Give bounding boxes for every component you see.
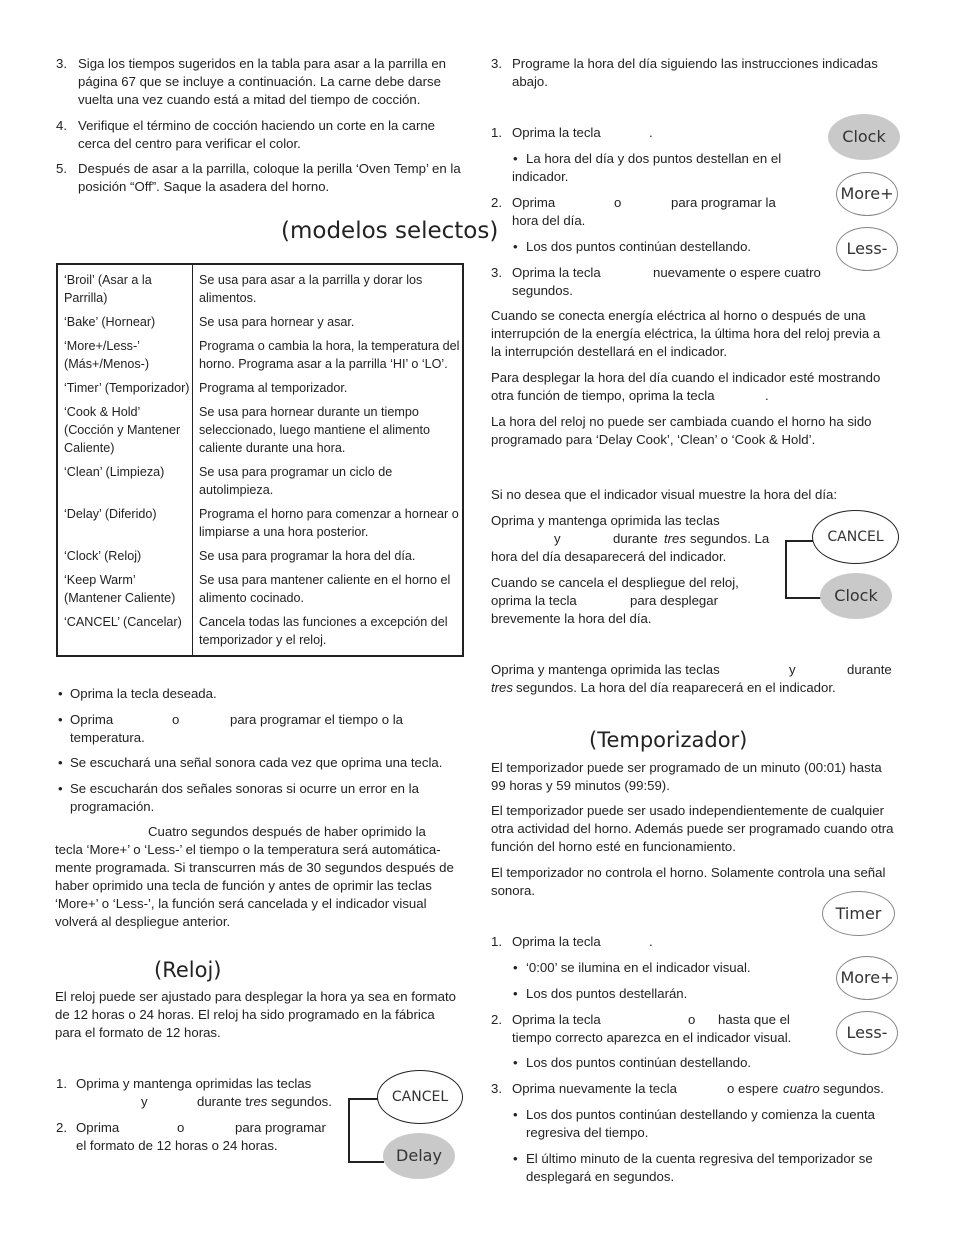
connector-line <box>785 540 787 598</box>
step-text: o espere <box>727 1081 779 1096</box>
table-key: ‘Keep Warm’ (Mantener Caliente) <box>57 571 193 613</box>
step-3-text: Siga los tiempos sugeridos en la tabla para asar a la parrilla en página 67 que se incluye a continuación. La carne debe darse vuelta una vez cuando está a mitad del tiempo de cocción. <box>78 56 446 107</box>
paragraph: Cuando se cancela el despliegue del reloj, <box>491 575 739 590</box>
step-text: el formato de 12 horas o 24 horas. <box>76 1138 278 1153</box>
reloj-title: (Reloj) <box>154 958 222 982</box>
step-text: tiempo correcto aparezca en el indicador visual. <box>512 1030 792 1045</box>
clock-button[interactable]: Clock <box>828 114 900 160</box>
table-desc: Programa el horno para comenzar a hornear o limpiarse a una hora posterior. <box>199 507 459 539</box>
temporizador-title: (Temporizador) <box>589 728 748 752</box>
table-key: ‘Delay’ (Diferido) <box>57 505 193 547</box>
step-text: o <box>688 1012 696 1027</box>
paragraph: para desplegar <box>630 593 718 608</box>
paragraph: Oprima y mantenga oprimida las teclas <box>491 662 720 677</box>
cancel-button[interactable]: CANCEL <box>812 510 899 564</box>
step-text: segundos. <box>823 1081 884 1096</box>
bullet: • <box>58 712 63 727</box>
table-row <box>57 337 463 379</box>
table-row <box>57 313 463 337</box>
step-text: hasta que el <box>718 1012 790 1027</box>
timer-button[interactable]: Timer <box>822 891 895 936</box>
more-button[interactable]: More+ <box>836 956 898 1000</box>
bullet-text: Se escucharán dos señales sonoras si ocurre un error en la programación. <box>70 781 419 814</box>
bullet-text: Oprima <box>70 712 114 727</box>
step-text: cuatro <box>783 1081 820 1096</box>
step-number: 4. <box>56 118 67 133</box>
step-number: 2. <box>56 1120 67 1135</box>
table-key: ‘More+/Less-’ (Más+/Menos-) <box>57 337 193 379</box>
paragraph: oprima la tecla <box>491 593 577 608</box>
bullet: • <box>513 986 518 1001</box>
table-row <box>57 403 463 463</box>
controls-table <box>56 263 464 657</box>
connector-line <box>348 1098 350 1162</box>
table-key: ‘Timer’ (Temporizador) <box>57 379 193 403</box>
step-text: hora del día. <box>512 213 586 228</box>
paragraph: El temporizador no controla el horno. Solamente controla una señal sonora. <box>491 865 886 898</box>
table-desc: Se usa para asar a la parrilla y dorar los alimentos. <box>199 273 423 305</box>
table-row <box>57 264 463 313</box>
step-text: segundos. <box>512 283 573 298</box>
paragraph: y <box>789 662 796 677</box>
step-text: Oprima <box>76 1120 120 1135</box>
connector-line <box>785 597 821 599</box>
paragraph: Cuando se conecta energía eléctrica al horno o después de una interrupción de la energía eléctrica, la última hora del reloj previa a la interrupción destellará en el indicador. <box>491 308 881 359</box>
bullet-text: Los dos puntos destellarán. <box>526 986 688 1001</box>
table-desc: Se usa para programar un ciclo de autolimpieza. <box>199 465 393 497</box>
paragraph: durante <box>613 531 658 546</box>
step-number: 1. <box>56 1076 67 1091</box>
table-desc: Se usa para mantener caliente en el horno el alimento cocinado. <box>199 573 451 605</box>
table-desc: Cancela todas las funciones a excepción del temporizador y el reloj. <box>199 615 448 647</box>
step-number: 3. <box>56 56 67 71</box>
paragraph: segundos. La hora del día reaparecerá en el indicador. <box>516 680 836 695</box>
section-title: (modelos selectos) <box>281 218 499 244</box>
paragraph: El temporizador puede ser programado de un minuto (00:01) hasta 99 horas y 59 minutos (99:59). <box>491 760 882 793</box>
paragraph: hora del día desaparecerá del indicador. <box>491 549 727 564</box>
connector-line <box>348 1161 384 1163</box>
table-row <box>57 547 463 571</box>
step-number: 3. <box>491 1081 502 1096</box>
step-number: 2. <box>491 1012 502 1027</box>
table-desc: Programa al temporizador. <box>199 381 348 395</box>
step-text: para programar <box>235 1120 326 1135</box>
step-number: 1. <box>491 125 502 140</box>
connector-line <box>348 1098 378 1100</box>
paragraph: segundos. La <box>690 531 770 546</box>
paragraph: tres <box>664 531 686 546</box>
step-4-text: Verifique el término de cocción haciendo un corte en la carne cerca del centro para verificar el color. <box>78 118 436 151</box>
connector-line <box>785 540 813 542</box>
less-button[interactable]: Less- <box>836 1011 898 1055</box>
step-5-text: Después de asar a la parrilla, coloque la perilla ‘Oven Temp’ en la posición “Off”. Saque la asadera del horno. <box>78 161 461 194</box>
bullet-text: Los dos puntos continúan destellando y comienza la cuenta regresiva del tiempo. <box>526 1107 875 1140</box>
less-button[interactable]: Less- <box>836 227 898 271</box>
bullet: • <box>513 1107 518 1122</box>
step-text: Oprima nuevamente la tecla <box>512 1081 677 1096</box>
note-text: tecla ‘More+’ o ‘Less-’ el tiempo o la temperatura será automática-mente programada. Si transcurren más de 30 segundos después de haber oprimido una tecla de función y antes de oprimir las teclas ‘More+’ o ‘Less-’, la función será cancelada y el indicador visual volverá al despliegue anterior. <box>55 842 454 929</box>
bullet-text: o <box>172 712 180 727</box>
table-key: ‘Bake’ (Hornear) <box>57 313 193 337</box>
table-desc: Programa o cambia la hora, la temperatura del horno. Programa asar a la parrilla ‘HI’ o ‘LO’. <box>199 339 460 371</box>
bullet-text: Los dos puntos continúan destellando. <box>526 239 752 254</box>
step-text: Programe la hora del día siguiendo las instrucciones indicadas abajo. <box>512 56 878 89</box>
bullet-text: Se escuchará una señal sonora cada vez que oprima una tecla. <box>70 755 443 770</box>
bullet-text: Los dos puntos continúan destellando. <box>526 1055 752 1070</box>
step-text: o <box>177 1120 185 1135</box>
table-desc: Se usa para programar la hora del día. <box>199 549 416 563</box>
bullet-text: La hora del día y dos puntos destellan en el indicador. <box>512 151 782 184</box>
step-number: 2. <box>491 195 502 210</box>
paragraph: Oprima y mantenga oprimida las teclas <box>491 513 720 528</box>
table-key: ‘Clock’ (Reloj) <box>57 547 193 571</box>
table-key: ‘CANCEL’ (Cancelar) <box>57 613 193 656</box>
bullet: • <box>58 686 63 701</box>
paragraph: tres <box>491 680 513 695</box>
bullet: • <box>513 1055 518 1070</box>
step-text: . <box>649 934 653 949</box>
step-text: y <box>141 1094 148 1109</box>
bullet: • <box>513 151 518 166</box>
table-key: ‘Broil’ (Asar a la Parrilla) <box>57 264 193 313</box>
table-row <box>57 463 463 505</box>
bullet-text: El último minuto de la cuenta regresiva del temporizador se desplegará en segundos. <box>526 1151 873 1184</box>
paragraph: brevemente la hora del día. <box>491 611 652 626</box>
step-text: nuevamente o espere cuatro <box>653 265 821 280</box>
step-text: Oprima <box>512 195 556 210</box>
step-text: durante tres segundos. <box>197 1094 332 1109</box>
clock-button[interactable]: Clock <box>820 573 892 619</box>
bullet: • <box>513 239 518 254</box>
table-desc: Se usa para hornear y asar. <box>199 315 355 329</box>
bullet: • <box>58 755 63 770</box>
table-desc: Se usa para hornear durante un tiempo seleccionado, luego mantiene el alimento caliente durante una hora. <box>199 405 431 455</box>
bullet: • <box>513 1151 518 1166</box>
delay-button[interactable]: Delay <box>383 1133 455 1179</box>
step-text: para programar la <box>671 195 776 210</box>
note-text: Cuatro segundos después de haber oprimido la <box>148 824 426 839</box>
bullet-text: ‘0:00’ se ilumina en el indicador visual. <box>526 960 751 975</box>
paragraph: . <box>765 388 769 403</box>
table-row <box>57 571 463 613</box>
bullet-text: para programar el tiempo o la temperatura. <box>70 712 403 745</box>
step-text: Oprima la tecla <box>512 265 601 280</box>
step-number: 3. <box>491 56 502 71</box>
cancel-button[interactable]: CANCEL <box>377 1070 463 1124</box>
step-number: 1. <box>491 934 502 949</box>
bullet: • <box>513 960 518 975</box>
step-text: Oprima la tecla <box>512 1012 601 1027</box>
step-number: 3. <box>491 265 502 280</box>
step-text: Oprima la tecla <box>512 934 601 949</box>
step-text: Oprima la tecla <box>512 125 601 140</box>
step-text: . <box>649 125 653 140</box>
paragraph: y <box>554 531 561 546</box>
step-text: o <box>614 195 622 210</box>
paragraph: durante <box>847 662 892 677</box>
paragraph: La hora del reloj no puede ser cambiada cuando el horno ha sido programado para ‘Delay Cook’, ‘Clean’ o ‘Cook & Hold’. <box>491 414 872 447</box>
step-text: Oprima y mantenga oprimidas las teclas <box>76 1076 312 1091</box>
paragraph: Para desplegar la hora del día cuando el indicador esté mostrando otra función de tiempo, oprima la tecla <box>491 370 881 403</box>
paragraph: El temporizador puede ser usado independientemente de cualquier otra actividad del horno. Además puede ser programado cuando otra función del horno esté en funcionamiento. <box>491 803 894 854</box>
table-key: ‘Clean’ (Limpieza) <box>57 463 193 505</box>
reloj-paragraph: El reloj puede ser ajustado para desplegar la hora ya sea en formato de 12 horas o 24 horas. El reloj ha sido programado en la fábrica para el formato de 12 horas. <box>55 989 457 1040</box>
bullet-text: Oprima la tecla deseada. <box>70 686 217 701</box>
step-number: 5. <box>56 161 67 176</box>
table-row <box>57 379 463 403</box>
more-button[interactable]: More+ <box>836 172 898 216</box>
table-row <box>57 505 463 547</box>
table-key: ‘Cook & Hold’ (Cocción y Mantener Caliente) <box>57 403 193 463</box>
bullet: • <box>58 781 63 796</box>
paragraph: Si no desea que el indicador visual muestre la hora del día: <box>491 487 838 502</box>
table-row <box>57 613 463 656</box>
